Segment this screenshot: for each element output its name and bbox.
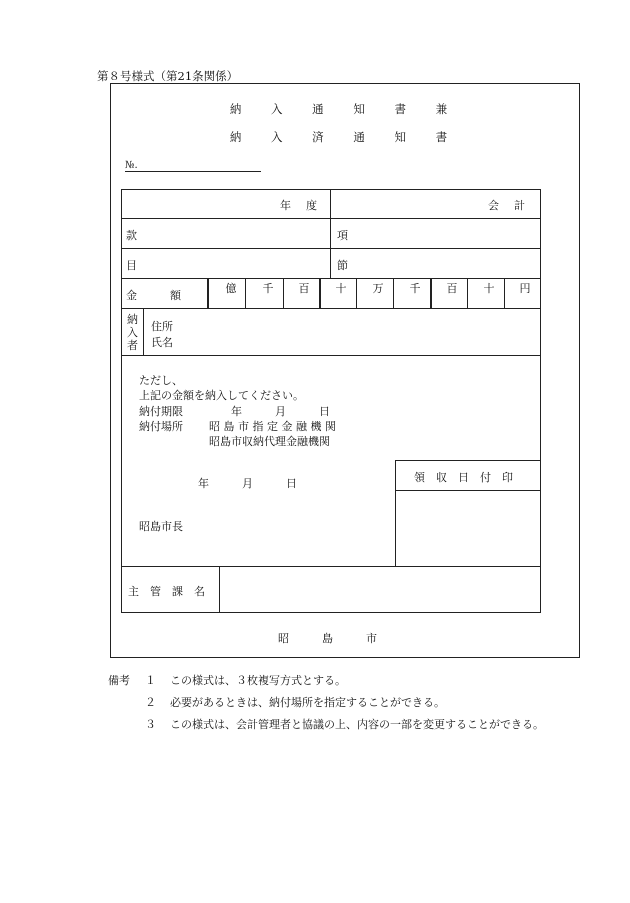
place-designated: 昭 島 市 指 定 金 融 機 関	[209, 420, 336, 433]
digit-hyaku-2: 百	[446, 282, 458, 295]
row-divider	[121, 278, 541, 279]
city-name: 昭 島 市	[278, 632, 377, 645]
title-line-1: 納 入 通 知 書 兼	[229, 102, 461, 116]
digit-divider	[393, 278, 394, 308]
remark-text-3: この様式は、会計管理者と協議の上、内容の一部を変更することができる。	[170, 718, 544, 731]
column-divider	[330, 189, 331, 278]
digit-divider	[430, 278, 432, 308]
place-agent: 昭島市収納代理金融機関	[209, 435, 330, 448]
stamp-box-left	[395, 460, 396, 566]
deadline-date: 年 月 日	[231, 405, 330, 418]
receipt-stamp-label: 領 収 日 付 印	[414, 471, 513, 484]
digit-divider	[283, 278, 284, 308]
digit-divider	[467, 278, 468, 308]
amount-label: 金 額	[126, 289, 181, 302]
row-divider	[121, 308, 541, 309]
row-divider	[121, 355, 541, 356]
stamp-divider	[395, 490, 541, 491]
remark-num-2: ２	[145, 696, 156, 709]
payer-label-1: 納	[127, 313, 138, 326]
digit-sen: 千	[262, 282, 274, 295]
row-divider	[121, 248, 541, 249]
notice-line-1: ただし、	[139, 374, 183, 387]
section-divider	[219, 566, 220, 613]
remark-num-3: ３	[145, 718, 156, 731]
form-header: 第８号様式（第21条関係）	[97, 69, 239, 83]
place-label: 納付場所	[139, 420, 183, 433]
moku-label: 目	[126, 259, 137, 272]
remark-text-1: この様式は、３枚複写方式とする。	[170, 674, 346, 687]
digit-hyaku: 百	[298, 282, 310, 295]
notice-line-2: 上記の金額を納入してください。	[139, 389, 304, 402]
name-label: 氏名	[151, 336, 173, 349]
digit-divider	[207, 278, 209, 308]
digit-sen-2: 千	[409, 282, 421, 295]
digit-divider	[356, 278, 357, 308]
remark-num-1: １	[145, 674, 156, 687]
payer-divider	[143, 308, 144, 355]
remark-text-2: 必要があるときは、納付場所を指定することができる。	[170, 696, 445, 709]
number-label: №.	[125, 160, 138, 171]
payer-label-2: 入	[127, 326, 138, 339]
account-label: 会 計	[488, 199, 527, 212]
kan-label: 款	[126, 229, 137, 242]
digit-oku: 億	[225, 282, 237, 295]
digit-divider	[319, 278, 321, 308]
address-label: 住所	[151, 320, 173, 333]
number-underline	[125, 171, 261, 172]
row-divider	[121, 218, 541, 219]
mayor-label: 昭島市長	[139, 520, 183, 533]
digit-divider	[245, 278, 246, 308]
section-label: 主 管 課 名	[128, 585, 205, 598]
stamp-box-top	[395, 460, 541, 461]
title-line-2: 納 入 済 通 知 書	[229, 130, 461, 144]
remarks-label: 備考	[108, 674, 130, 687]
issue-date: 年 月 日	[198, 477, 297, 490]
fiscal-year-label: 年 度	[280, 199, 319, 212]
deadline-label: 納付期限	[139, 405, 183, 418]
digit-man: 万	[372, 282, 384, 295]
digit-divider	[504, 278, 505, 308]
setsu-label: 節	[337, 259, 348, 272]
digit-juu-2: 十	[483, 282, 495, 295]
payer-label-3: 者	[127, 339, 138, 352]
digit-juu: 十	[335, 282, 347, 295]
kou-label: 項	[337, 229, 348, 242]
row-divider	[121, 566, 541, 567]
digit-en: 円	[519, 282, 531, 295]
